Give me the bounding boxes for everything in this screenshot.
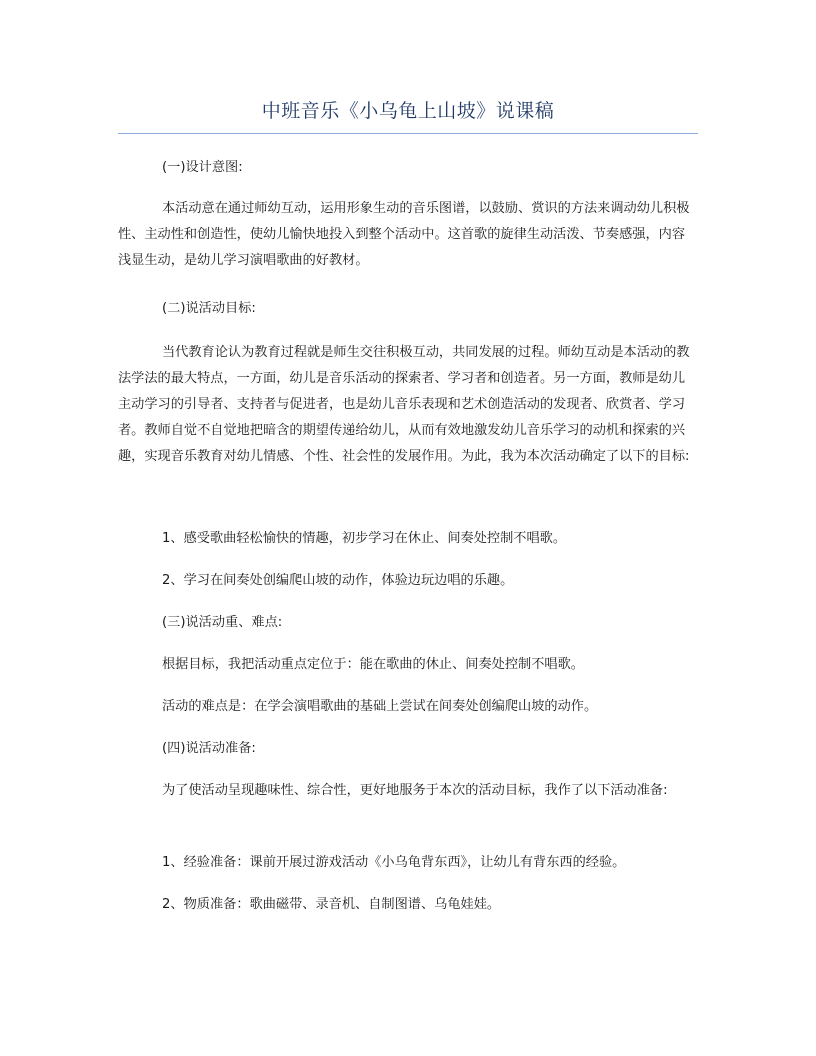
document-title: 中班音乐《小乌龟上山坡》说课稿 (261, 100, 555, 122)
section-heading-preparation: (四)说活动准备: (162, 741, 256, 756)
preparation-item-1: 1、经验准备：课前开展过游戏活动《小乌龟背东西》，让幼儿有背东西的经验。 (162, 855, 626, 870)
section-heading-design-intent: (一)设计意图: (162, 160, 243, 175)
paragraph-objectives: 当代教育论认为教育过程就是师生交往积极互动，共同发展的过程。师幼互动是本活动的教法学法的最大特点，一方面，幼儿是音乐活动的探索者、学习者和创造者。另一方面，教师是幼儿主动学习的引导者、支持者与促进者，也是幼儿音乐表现和艺术创造活动的发现者、欣赏者、学习者。教师自觉不自觉地把暗含的期望传递给幼儿，从而有效地激发幼儿音乐学习的动机和探索的兴趣，实现音乐教育对幼儿情感、个性、社会性的发展作用。为此，我为本次活动确定了以下的目标: (118, 345, 690, 464)
preparation-item-2: 2、物质准备：歌曲磁带、录音机、自制图谱、乌龟娃娃。 (162, 897, 501, 912)
paragraph-design-intent: 本活动意在通过师幼互动，运用形象生动的音乐图谱，以鼓励、赏识的方法来调动幼儿积极性、主动性和创造性，使幼儿愉快地投入到整个活动中。这首歌的旋律生动活泼、节奏感强，内容浅显生动，是幼儿学习演唱歌曲的好教材。 (118, 201, 690, 268)
paragraph-key-point: 根据目标，我把活动重点定位于：能在歌曲的休止、间奏处控制不唱歌。 (162, 657, 584, 672)
title-divider (118, 133, 698, 134)
paragraph-difficulty: 活动的难点是：在学会演唱歌曲的基础上尝试在间奏处创编爬山坡的动作。 (162, 699, 598, 714)
objective-item-2: 2、学习在间奏处创编爬山坡的动作，体验边玩边唱的乐趣。 (162, 573, 514, 588)
section-heading-key-points: (三)说活动重、难点: (162, 615, 283, 630)
paragraph-preparation: 为了使活动呈现趣味性、综合性，更好地服务于本次的活动目标，我作了以下活动准备: (162, 783, 668, 798)
objective-item-1: 1、感受歌曲轻松愉快的情趣，初步学习在休止、间奏处控制不唱歌。 (162, 531, 567, 546)
section-heading-objectives: (二)说活动目标: (162, 301, 256, 316)
